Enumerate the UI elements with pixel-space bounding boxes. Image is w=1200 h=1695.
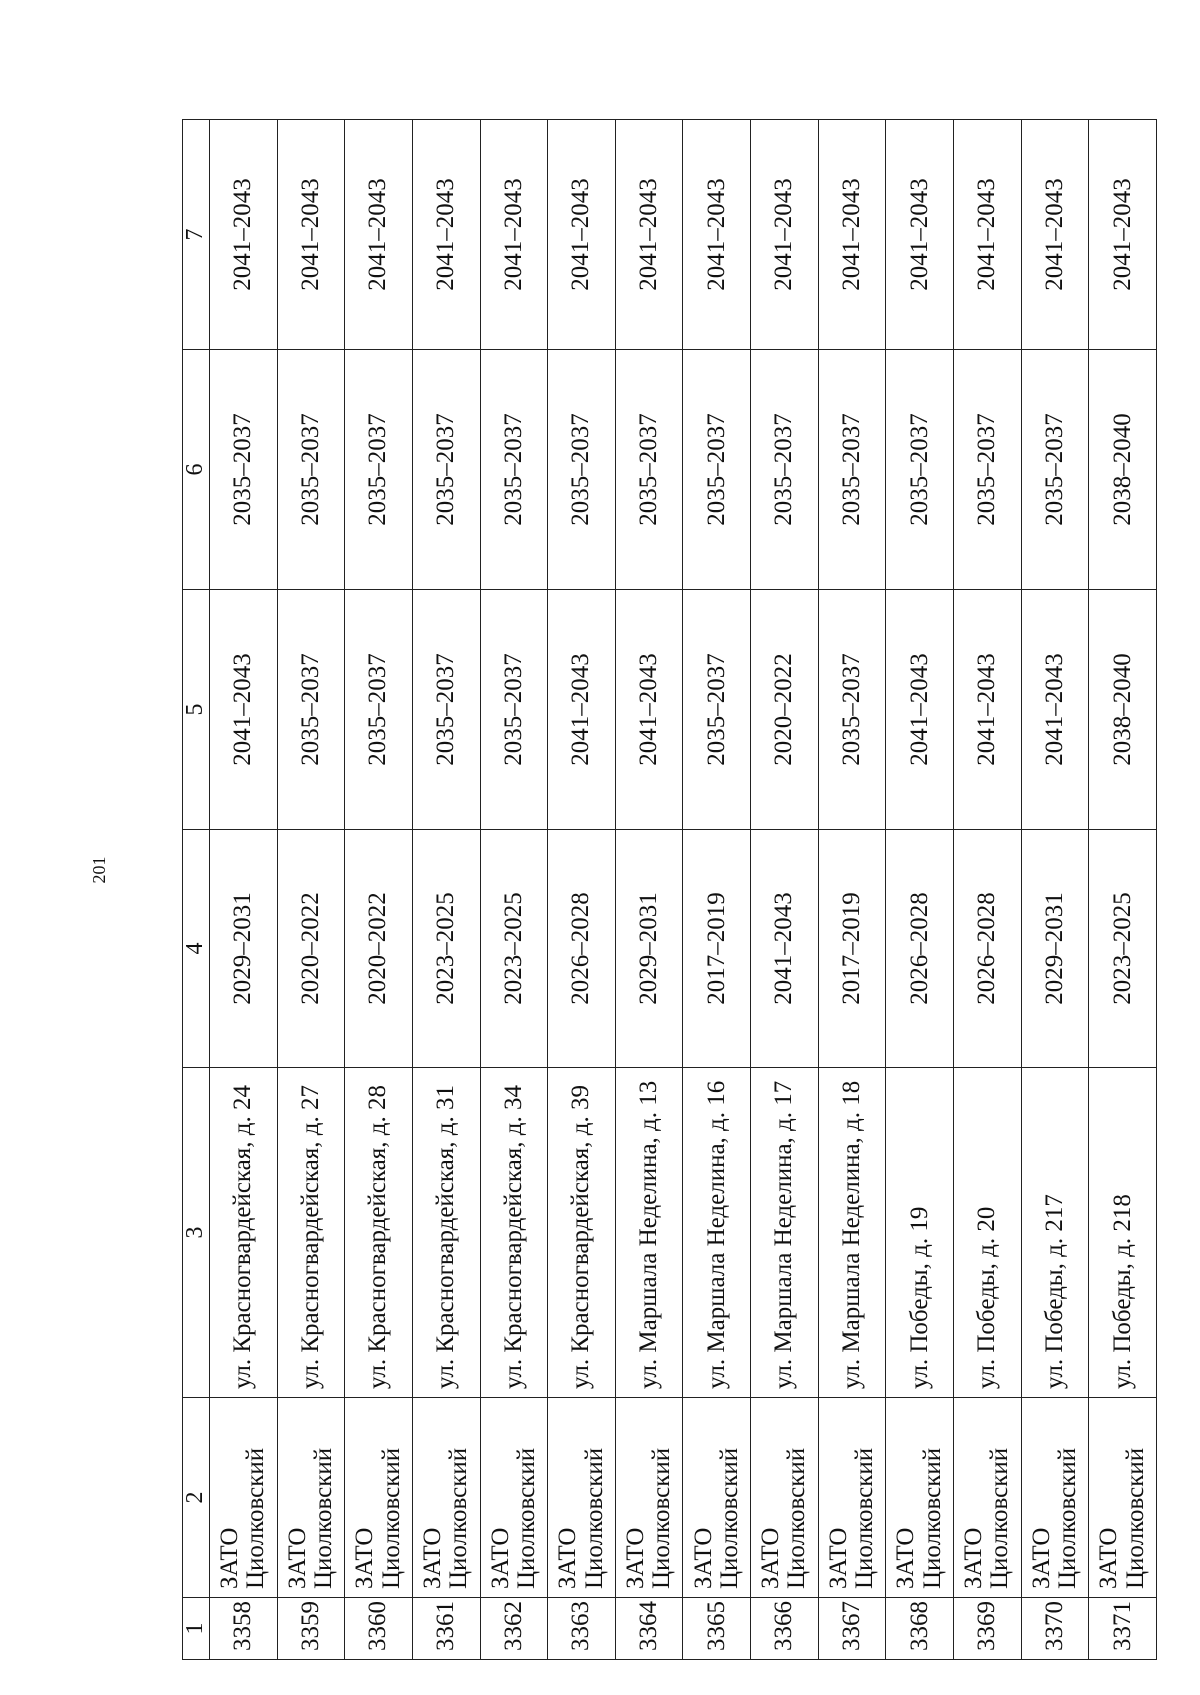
row-number-cell: 3369 [954,1598,1022,1660]
period-cell: 2041–2043 [548,120,616,350]
period-cell: 2035–2037 [1021,350,1089,590]
row-number-cell: 3359 [277,1598,345,1660]
table-row [412,120,480,1660]
municipality-cell: ЗАТО Циолковский [886,1398,954,1598]
period-cell: 2035–2037 [683,590,751,830]
address-cell: ул. Красногвардейская, д. 31 [412,1068,480,1398]
header-row [183,120,210,1660]
municipality-cell: ЗАТО Циолковский [1021,1398,1089,1598]
row-number-cell: 3360 [345,1598,413,1660]
municipality-cell: ЗАТО Циолковский [751,1398,819,1598]
period-cell: 2035–2037 [277,590,345,830]
period-cell: 2035–2037 [886,350,954,590]
address-cell: ул. Маршала Неделина, д. 16 [683,1068,751,1398]
municipality-cell: ЗАТО Циолковский [480,1398,548,1598]
address-cell: ул. Победы, д. 20 [954,1068,1022,1398]
period-cell: 2038–2040 [1089,350,1157,590]
table-row [1089,120,1157,1660]
column-header: 1 [183,1598,210,1660]
period-cell: 2041–2043 [1021,590,1089,830]
period-cell: 2041–2043 [751,120,819,350]
period-cell: 2041–2043 [886,120,954,350]
table-row [345,120,413,1660]
municipality-cell: ЗАТО Циолковский [210,1398,278,1598]
row-number-cell: 3364 [615,1598,683,1660]
table-row [548,120,616,1660]
period-cell: 2035–2037 [683,350,751,590]
municipality-cell: ЗАТО Циолковский [615,1398,683,1598]
period-cell: 2041–2043 [683,120,751,350]
table-row [886,120,954,1660]
period-cell: 2041–2043 [818,120,886,350]
address-cell: ул. Маршала Неделина, д. 13 [615,1068,683,1398]
row-number-cell: 3365 [683,1598,751,1660]
period-cell: 2029–2031 [210,830,278,1068]
period-cell: 2041–2043 [751,830,819,1068]
address-cell: ул. Красногвардейская, д. 39 [548,1068,616,1398]
period-cell: 2041–2043 [1089,120,1157,350]
municipality-cell: ЗАТО Циолковский [548,1398,616,1598]
table-row [277,120,345,1660]
period-cell: 2023–2025 [1089,830,1157,1068]
address-cell: ул. Победы, д. 217 [1021,1068,1089,1398]
address-cell: ул. Красногвардейская, д. 34 [480,1068,548,1398]
table-row [210,120,278,1660]
address-cell: ул. Красногвардейская, д. 28 [345,1068,413,1398]
address-cell: ул. Победы, д. 218 [1089,1068,1157,1398]
period-cell: 2038–2040 [1089,590,1157,830]
period-cell: 2020–2022 [751,590,819,830]
table-row [751,120,819,1660]
period-cell: 2035–2037 [412,590,480,830]
period-cell: 2035–2037 [615,350,683,590]
municipality-cell: ЗАТО Циолковский [412,1398,480,1598]
period-cell: 2020–2022 [277,830,345,1068]
period-cell: 2017–2019 [683,830,751,1068]
table-row [1021,120,1089,1660]
page-number: 201 [89,856,109,884]
period-cell: 2041–2043 [615,590,683,830]
period-cell: 2041–2043 [954,120,1022,350]
table-row [615,120,683,1660]
row-number-cell: 3370 [1021,1598,1089,1660]
column-header: 4 [183,830,210,1068]
period-cell: 2023–2025 [480,830,548,1068]
column-header: 2 [183,1398,210,1598]
period-cell: 2041–2043 [412,120,480,350]
period-cell: 2035–2037 [277,350,345,590]
table-row [683,120,751,1660]
period-cell: 2041–2043 [480,120,548,350]
row-number-cell: 3361 [412,1598,480,1660]
address-cell: ул. Маршала Неделина, д. 18 [818,1068,886,1398]
period-cell: 2023–2025 [412,830,480,1068]
period-cell: 2035–2037 [818,590,886,830]
period-cell: 2020–2022 [345,830,413,1068]
period-cell: 2026–2028 [548,830,616,1068]
period-cell: 2041–2043 [210,590,278,830]
municipality-cell: ЗАТО Циолковский [1089,1398,1157,1598]
address-cell: ул. Красногвардейская, д. 24 [210,1068,278,1398]
table-body [210,120,1157,1660]
row-number-cell: 3368 [886,1598,954,1660]
row-number-cell: 3362 [480,1598,548,1660]
municipality-cell: ЗАТО Циолковский [277,1398,345,1598]
period-cell: 2041–2043 [886,590,954,830]
row-number-cell: 3371 [1089,1598,1157,1660]
period-cell: 2026–2028 [886,830,954,1068]
table-row [954,120,1022,1660]
period-cell: 2041–2043 [345,120,413,350]
municipality-cell: ЗАТО Циолковский [954,1398,1022,1598]
column-header: 7 [183,120,210,350]
period-cell: 2035–2037 [345,590,413,830]
row-number-cell: 3366 [751,1598,819,1660]
period-cell: 2035–2037 [210,350,278,590]
table-container [182,120,1157,1660]
period-cell: 2041–2043 [210,120,278,350]
municipality-cell: ЗАТО Циолковский [818,1398,886,1598]
table-row [480,120,548,1660]
address-cell: ул. Красногвардейская, д. 27 [277,1068,345,1398]
address-cell: ул. Маршала Неделина, д. 17 [751,1068,819,1398]
municipality-cell: ЗАТО Циолковский [345,1398,413,1598]
period-cell: 2035–2037 [954,350,1022,590]
period-cell: 2035–2037 [548,350,616,590]
address-cell: ул. Победы, д. 19 [886,1068,954,1398]
period-cell: 2035–2037 [751,350,819,590]
data-table [182,119,1157,1660]
period-cell: 2035–2037 [480,350,548,590]
period-cell: 2029–2031 [1021,830,1089,1068]
column-header: 5 [183,590,210,830]
period-cell: 2029–2031 [615,830,683,1068]
row-number-cell: 3367 [818,1598,886,1660]
period-cell: 2041–2043 [615,120,683,350]
row-number-cell: 3363 [548,1598,616,1660]
period-cell: 2017–2019 [818,830,886,1068]
period-cell: 2041–2043 [954,590,1022,830]
period-cell: 2041–2043 [1021,120,1089,350]
row-number-cell: 3358 [210,1598,278,1660]
period-cell: 2041–2043 [548,590,616,830]
table-row [818,120,886,1660]
period-cell: 2035–2037 [412,350,480,590]
period-cell: 2035–2037 [480,590,548,830]
column-header: 6 [183,350,210,590]
period-cell: 2035–2037 [818,350,886,590]
municipality-cell: ЗАТО Циолковский [683,1398,751,1598]
period-cell: 2026–2028 [954,830,1022,1068]
period-cell: 2035–2037 [345,350,413,590]
period-cell: 2041–2043 [277,120,345,350]
column-header: 3 [183,1068,210,1398]
